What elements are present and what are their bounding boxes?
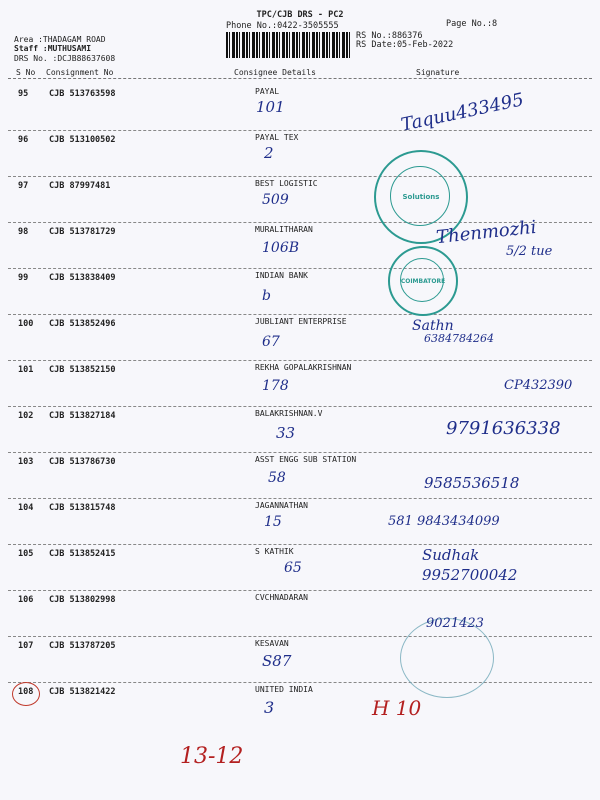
handwritten-number: 509 <box>262 192 289 208</box>
row-consignee: JUBLIANT ENTERPRISE <box>255 317 347 326</box>
bank-stamp <box>388 246 458 316</box>
handwritten-phone: 9585536518 <box>424 474 520 492</box>
row-consignment: CJB 513852415 <box>49 549 116 559</box>
row-sno: 97 <box>18 181 29 191</box>
row-sno: 98 <box>18 227 29 237</box>
handwritten-number: 2 <box>264 144 274 162</box>
row-consignee: UNITED INDIA <box>255 685 313 694</box>
row-consignment: CJB 513786730 <box>49 457 116 467</box>
row-sno: 99 <box>18 273 29 283</box>
handwritten-number: 65 <box>284 560 302 576</box>
area-label: Area :THADAGAM ROAD <box>14 35 106 44</box>
row-sno: 107 <box>18 641 34 651</box>
handwritten-number: 106B <box>262 240 300 256</box>
row-consignee: BALAKRISHNAN.V <box>255 409 323 418</box>
row-consignment: CJB 87997481 <box>49 181 111 191</box>
col-header-consignment: Consignment No <box>46 68 114 77</box>
table-row <box>8 590 592 637</box>
stamp-text: COIMBATORE <box>400 277 446 285</box>
row-consignee: S KATHIK <box>255 547 294 556</box>
row-sno: 100 <box>18 319 34 329</box>
row-sno: 95 <box>18 89 29 99</box>
row-consignee: MURALITHARAN <box>255 225 313 234</box>
handwritten-number: 3 <box>264 698 275 717</box>
row-consignee: CVCHNADARAN <box>255 593 308 602</box>
row-consignee: REKHA GOPALAKRISHNAN <box>255 363 352 372</box>
table-row <box>8 636 592 683</box>
drs-title: TPC/CJB DRS - PC2 <box>256 10 344 20</box>
stamp-inner-ring <box>390 166 450 226</box>
row-sno: 101 <box>18 365 34 375</box>
row-sno: 96 <box>18 135 29 145</box>
header-divider <box>8 78 592 79</box>
handwritten-signature: Thenmozhi <box>435 216 538 249</box>
col-header-sno: S No <box>16 68 36 77</box>
row-consignment: CJB 513827184 <box>49 411 116 421</box>
row-consignment: CJB 513852150 <box>49 365 116 375</box>
col-header-consignee: Consignee Details <box>234 68 316 77</box>
table-row <box>8 682 592 728</box>
phone-number: Phone No.:0422-3505555 <box>226 21 339 31</box>
row-consignment: CJB 513763598 <box>49 89 116 99</box>
col-header-signature: Signature <box>416 68 460 77</box>
rs-number: RS No.:886376 <box>356 31 423 41</box>
stamp-text: Solutions <box>402 193 440 201</box>
table-row <box>8 176 592 223</box>
row-consignment: CJB 513838409 <box>49 273 116 283</box>
row-consignment: CJB 513787205 <box>49 641 116 651</box>
handwritten-red-note: H 10 <box>372 696 422 720</box>
handwritten-number: 101 <box>256 98 285 116</box>
row-sno: 106 <box>18 595 34 605</box>
table-row <box>8 498 592 545</box>
row-consignment: CJB 513852496 <box>49 319 116 329</box>
row-consignment: CJB 513781729 <box>49 227 116 237</box>
row-consignment: CJB 513100502 <box>49 135 116 145</box>
handwritten-number: b <box>262 288 271 304</box>
barcode <box>226 32 350 58</box>
table-row <box>8 268 592 315</box>
row-sno: 105 <box>18 549 34 559</box>
row-consignee: INDIAN BANK <box>255 271 308 280</box>
row-consignee: JAGANNATHAN <box>255 501 308 510</box>
handwritten-number: 178 <box>262 378 289 394</box>
row-consignment: CJB 513815748 <box>49 503 116 513</box>
handwritten-signature: 9021423 <box>426 616 484 631</box>
row-consignment: CJB 513821422 <box>49 687 116 697</box>
stamp-inner-ring <box>400 258 444 302</box>
row-consignee: BEST LOGISTIC <box>255 179 318 188</box>
handwritten-phone: 581 9843434099 <box>388 514 500 529</box>
staff-label: Staff :MUTHUSAMI <box>14 44 92 53</box>
row-sno: 103 <box>18 457 34 467</box>
handwritten-number: 58 <box>268 470 286 486</box>
handwritten-phone: 9952700042 <box>422 566 518 584</box>
handwritten-signature: Sudhak <box>422 546 480 564</box>
drs-number: DRS No. :DCJB88637608 <box>14 54 116 63</box>
row-consignee: PAYAL TEX <box>255 133 299 142</box>
row-consignee: ASST ENGG SUB STATION <box>255 455 357 464</box>
page-number: Page No.:8 <box>446 19 498 29</box>
table-row <box>8 314 592 361</box>
handwritten-signature: Taquu433495 <box>399 89 526 136</box>
row-sno: 108 <box>18 687 34 697</box>
handwritten-date: 5/2 tue <box>506 244 553 259</box>
handwritten-red-note: 13-12 <box>180 744 244 769</box>
row-consignee: KESAVAN <box>255 639 289 648</box>
handwritten-signature: Sathn <box>412 318 454 334</box>
row-sno: 102 <box>18 411 34 421</box>
row-sno: 104 <box>18 503 34 513</box>
handwritten-number: S87 <box>262 652 292 670</box>
row-consignment: CJB 513802998 <box>49 595 116 605</box>
rs-date: RS Date:05-Feb-2022 <box>356 40 454 50</box>
handwritten-number: 15 <box>264 514 282 530</box>
row-consignee: PAYAL <box>255 87 280 96</box>
handwritten-phone: 6384784264 <box>424 332 494 345</box>
handwritten-number: 67 <box>262 334 280 350</box>
table-row <box>8 130 592 177</box>
handwritten-number: 33 <box>276 424 296 442</box>
handwritten-phone: 9791636338 <box>446 418 561 439</box>
handwritten-phone: CP432390 <box>504 378 573 393</box>
